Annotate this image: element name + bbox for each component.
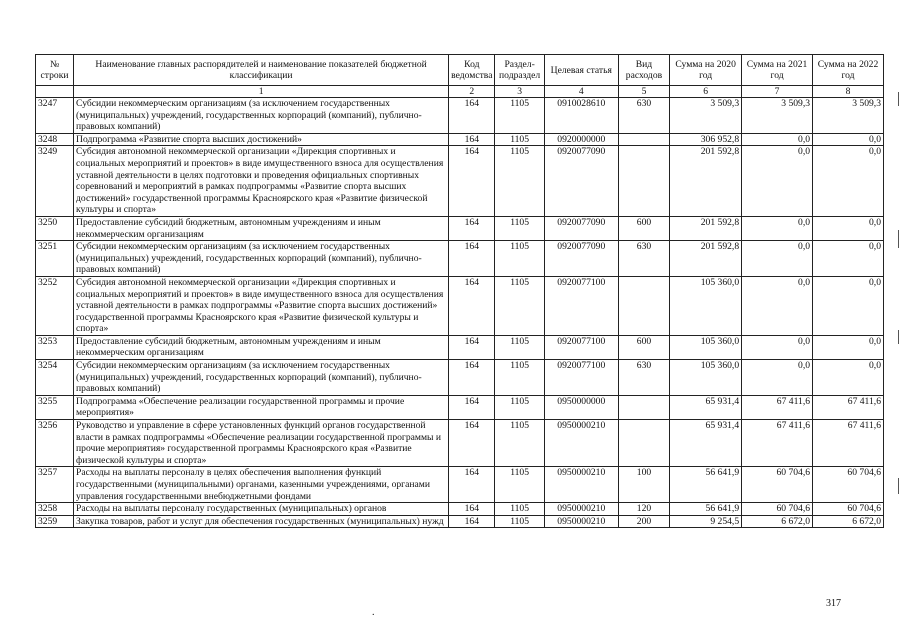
row-sum-2022: 0,0 <box>813 146 884 217</box>
row-sum-2021: 0,0 <box>742 335 813 359</box>
row-dept-code: 164 <box>449 515 495 528</box>
row-section: 1105 <box>495 467 544 503</box>
row-sum-2022: 3 509,3 <box>813 98 884 134</box>
row-target-item: 0950000210 <box>544 420 618 467</box>
row-sum-2021: 3 509,3 <box>742 98 813 134</box>
row-target-item: 0920077090 <box>544 146 618 217</box>
table-row <box>36 420 884 467</box>
table-row <box>36 146 884 217</box>
row-name: Субсидии некоммерческим организациям (за исключением государственных (муниципальных) учреждений, государственных корпораций (компаний), публично-правовых компаний) <box>74 98 449 134</box>
row-target-item: 0950000210 <box>544 467 618 503</box>
header-sum-2022: Сумма на 2022 год <box>813 55 884 86</box>
row-target-item: 0920077090 <box>544 216 618 240</box>
row-name: Субсидии некоммерческим организациям (за исключением государственных (муниципальных) учреждений, государственных корпораций (компаний), публично-правовых компаний) <box>74 360 449 396</box>
row-expense-type <box>618 146 669 217</box>
table-row <box>36 360 884 396</box>
scan-edge-mark <box>898 92 899 106</box>
header-section: Раздел-подраздел <box>495 55 544 86</box>
row-name: Расходы на выплаты персоналу в целях обеспечения выполнения функций государственными (муниципальными) органами, казенными учреждениями, органами управления государственными внебюджетными фондами <box>74 467 449 503</box>
row-section: 1105 <box>495 133 544 146</box>
table-row <box>36 133 884 146</box>
column-number: 7 <box>742 86 813 98</box>
table-row <box>36 98 884 134</box>
row-sum-2021: 0,0 <box>742 133 813 146</box>
row-sum-2020: 105 360,0 <box>670 335 742 359</box>
row-name: Предоставление субсидий бюджетным, автономным учреждениям и иным некоммерческим организациям <box>74 216 449 240</box>
row-section: 1105 <box>495 420 544 467</box>
row-sum-2022: 60 704,6 <box>813 467 884 503</box>
row-sum-2020: 201 592,8 <box>670 146 742 217</box>
row-sum-2022: 0,0 <box>813 335 884 359</box>
row-target-item: 0920077100 <box>544 360 618 396</box>
row-name: Субсидии некоммерческим организациям (за исключением государственных (муниципальных) учреждений, государственных корпораций (компаний), публично-правовых компаний) <box>74 241 449 277</box>
row-section: 1105 <box>495 503 544 516</box>
row-sum-2022: 0,0 <box>813 241 884 277</box>
row-expense-type: 630 <box>618 241 669 277</box>
row-name: Субсидия автономной некоммерческой организации «Дирекция спортивных и социальных мероприятий и проектов» в виде имущественного взноса для осуществления уставной деятельности в целях подготовки и проведения официальных спортивных соревнований и мероприятий в рамках подпрограммы «Развитие спорта высших достижений» государственной программы Красноярского края «Развитие физической культуры и спорта» <box>74 146 449 217</box>
row-target-item: 0950000210 <box>544 503 618 516</box>
header-dept-code: Код ведомства <box>449 55 495 86</box>
table-row <box>36 335 884 359</box>
row-sum-2020: 105 360,0 <box>670 360 742 396</box>
column-number: 2 <box>449 86 495 98</box>
row-dept-code: 164 <box>449 216 495 240</box>
budget-table <box>35 54 884 528</box>
row-dept-code: 164 <box>449 335 495 359</box>
row-name: Подпрограмма «Обеспечение реализации государственной программы и прочие мероприятия» <box>74 395 449 419</box>
row-target-item: 0920077090 <box>544 241 618 277</box>
row-number: 3251 <box>36 241 74 277</box>
row-number: 3254 <box>36 360 74 396</box>
row-number: 3253 <box>36 335 74 359</box>
row-section: 1105 <box>495 98 544 134</box>
row-section: 1105 <box>495 241 544 277</box>
row-expense-type: 120 <box>618 503 669 516</box>
row-expense-type: 630 <box>618 360 669 396</box>
row-sum-2021: 0,0 <box>742 276 813 335</box>
row-sum-2021: 6 672,0 <box>742 515 813 528</box>
row-name: Подпрограмма «Развитие спорта высших достижений» <box>74 133 449 146</box>
row-sum-2022: 6 672,0 <box>813 515 884 528</box>
row-sum-2021: 67 411,6 <box>742 395 813 419</box>
column-number: 5 <box>618 86 669 98</box>
row-sum-2021: 0,0 <box>742 360 813 396</box>
row-sum-2020: 3 509,3 <box>670 98 742 134</box>
row-sum-2020: 65 931,4 <box>670 420 742 467</box>
row-number: 3250 <box>36 216 74 240</box>
row-section: 1105 <box>495 515 544 528</box>
column-number: 8 <box>813 86 884 98</box>
row-number: 3247 <box>36 98 74 134</box>
header-sum-2021: Сумма на 2021 год <box>742 55 813 86</box>
column-number: 6 <box>670 86 742 98</box>
row-sum-2020: 201 592,8 <box>670 241 742 277</box>
row-sum-2022: 0,0 <box>813 360 884 396</box>
header-expense-type: Вид расходов <box>618 55 669 86</box>
table-row <box>36 241 884 277</box>
row-sum-2021: 60 704,6 <box>742 467 813 503</box>
row-sum-2022: 0,0 <box>813 133 884 146</box>
scan-edge-mark <box>898 230 899 248</box>
header-name: Наименование главных распорядителей и наименование показателей бюджетной классификации <box>74 55 449 86</box>
row-dept-code: 164 <box>449 467 495 503</box>
row-dept-code: 164 <box>449 360 495 396</box>
row-expense-type: 100 <box>618 467 669 503</box>
row-expense-type: 600 <box>618 335 669 359</box>
header-target-item: Целевая статья <box>544 55 618 86</box>
scan-edge-mark <box>898 330 899 344</box>
row-number: 3259 <box>36 515 74 528</box>
header-sum-2020: Сумма на 2020 год <box>670 55 742 86</box>
row-expense-type: 630 <box>618 98 669 134</box>
row-expense-type <box>618 276 669 335</box>
row-number: 3258 <box>36 503 74 516</box>
row-sum-2022: 67 411,6 <box>813 420 884 467</box>
header-row-number: № строки <box>36 55 74 86</box>
row-target-item: 0920000000 <box>544 133 618 146</box>
row-dept-code: 164 <box>449 98 495 134</box>
row-name: Предоставление субсидий бюджетным, автономным учреждениям и иным некоммерческим организациям <box>74 335 449 359</box>
column-number: 1 <box>74 86 449 98</box>
row-expense-type <box>618 420 669 467</box>
row-sum-2020: 56 641,9 <box>670 503 742 516</box>
scan-edge-mark <box>898 478 899 494</box>
row-section: 1105 <box>495 216 544 240</box>
row-number: 3255 <box>36 395 74 419</box>
table-row <box>36 216 884 240</box>
row-expense-type <box>618 395 669 419</box>
row-name: Субсидия автономной некоммерческой организации «Дирекция спортивных и социальных мероприятий и проектов» в виде имущественного взноса для осуществления уставной деятельности в рамках подпрограммы «Развитие спорта высших достижений» государственной программы Красноярского края «Развитие физической культуры и спорта» <box>74 276 449 335</box>
row-dept-code: 164 <box>449 395 495 419</box>
row-sum-2020: 9 254,5 <box>670 515 742 528</box>
row-section: 1105 <box>495 335 544 359</box>
row-dept-code: 164 <box>449 503 495 516</box>
row-section: 1105 <box>495 395 544 419</box>
row-sum-2021: 0,0 <box>742 241 813 277</box>
row-sum-2022: 60 704,6 <box>813 503 884 516</box>
row-target-item: 0920077100 <box>544 276 618 335</box>
row-target-item: 0920077100 <box>544 335 618 359</box>
column-number-blank <box>36 86 74 98</box>
row-number: 3252 <box>36 276 74 335</box>
row-name: Расходы на выплаты персоналу государственных (муниципальных) органов <box>74 503 449 516</box>
row-number: 3249 <box>36 146 74 217</box>
row-sum-2020: 201 592,8 <box>670 216 742 240</box>
row-section: 1105 <box>495 276 544 335</box>
row-expense-type: 600 <box>618 216 669 240</box>
row-number: 3256 <box>36 420 74 467</box>
row-dept-code: 164 <box>449 241 495 277</box>
table-row <box>36 276 884 335</box>
row-target-item: 0950000000 <box>544 395 618 419</box>
row-dept-code: 164 <box>449 276 495 335</box>
row-name: Руководство и управление в сфере установленных функций органов государственной власти в рамках подпрограммы «Обеспечение реализации государственной программы и прочие мероприятия» государственной программы Красноярского края «Развитие физической культуры и спорта» <box>74 420 449 467</box>
row-target-item: 0950000210 <box>544 515 618 528</box>
row-number: 3248 <box>36 133 74 146</box>
row-sum-2022: 0,0 <box>813 276 884 335</box>
table-row <box>36 467 884 503</box>
row-sum-2020: 306 952,8 <box>670 133 742 146</box>
row-sum-2021: 60 704,6 <box>742 503 813 516</box>
footer-mark: . <box>372 607 375 618</box>
table-row <box>36 395 884 419</box>
row-sum-2022: 0,0 <box>813 216 884 240</box>
row-sum-2020: 56 641,9 <box>670 467 742 503</box>
column-number-row <box>36 86 884 98</box>
row-target-item: 0910028610 <box>544 98 618 134</box>
row-expense-type <box>618 133 669 146</box>
row-sum-2021: 0,0 <box>742 146 813 217</box>
row-section: 1105 <box>495 146 544 217</box>
row-dept-code: 164 <box>449 146 495 217</box>
row-sum-2020: 105 360,0 <box>670 276 742 335</box>
row-sum-2021: 67 411,6 <box>742 420 813 467</box>
row-name: Закупка товаров, работ и услуг для обеспечения государственных (муниципальных) нужд <box>74 515 449 528</box>
page-number: 317 <box>826 598 841 609</box>
row-sum-2022: 67 411,6 <box>813 395 884 419</box>
row-sum-2021: 0,0 <box>742 216 813 240</box>
column-number: 3 <box>495 86 544 98</box>
table-row <box>36 503 884 516</box>
row-dept-code: 164 <box>449 133 495 146</box>
row-number: 3257 <box>36 467 74 503</box>
row-dept-code: 164 <box>449 420 495 467</box>
column-number: 4 <box>544 86 618 98</box>
table-row <box>36 515 884 528</box>
row-section: 1105 <box>495 360 544 396</box>
row-sum-2020: 65 931,4 <box>670 395 742 419</box>
row-expense-type: 200 <box>618 515 669 528</box>
header-row <box>36 55 884 86</box>
